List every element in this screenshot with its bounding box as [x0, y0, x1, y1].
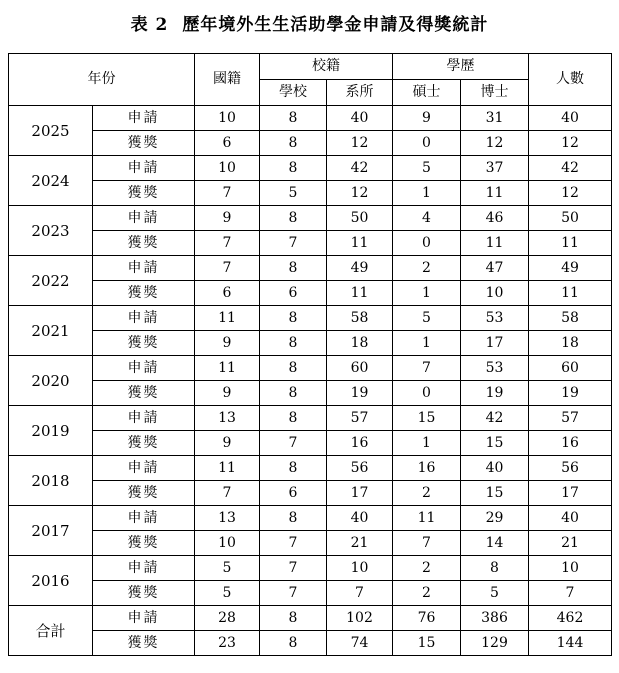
- type-apply-cell: 申請: [93, 206, 195, 231]
- department-cell: 74: [327, 631, 393, 656]
- type-award-cell: 獲獎: [93, 131, 195, 156]
- department-cell: 49: [327, 256, 393, 281]
- school-cell: 8: [260, 406, 327, 431]
- department-cell: 17: [327, 481, 393, 506]
- nationality-cell: 13: [195, 406, 260, 431]
- people-cell: 21: [529, 531, 612, 556]
- phd-cell: 19: [461, 381, 529, 406]
- table-row: [9, 506, 612, 531]
- master-cell: 2: [393, 581, 461, 606]
- header-phd: 博士: [461, 80, 529, 106]
- table-header: [9, 54, 612, 106]
- header-master: 碩士: [393, 80, 461, 106]
- table-row: [9, 631, 612, 656]
- school-cell: 8: [260, 606, 327, 631]
- master-cell: 4: [393, 206, 461, 231]
- type-award-cell: 獲獎: [93, 381, 195, 406]
- phd-cell: 53: [461, 356, 529, 381]
- table-row: [9, 281, 612, 306]
- school-cell: 8: [260, 506, 327, 531]
- nationality-cell: 7: [195, 231, 260, 256]
- nationality-cell: 11: [195, 456, 260, 481]
- school-cell: 8: [260, 106, 327, 131]
- phd-cell: 46: [461, 206, 529, 231]
- department-cell: 50: [327, 206, 393, 231]
- nationality-cell: 7: [195, 256, 260, 281]
- type-award-cell: 獲獎: [93, 581, 195, 606]
- phd-cell: 14: [461, 531, 529, 556]
- type-award-cell: 獲獎: [93, 531, 195, 556]
- department-cell: 21: [327, 531, 393, 556]
- master-cell: 7: [393, 531, 461, 556]
- type-apply-cell: 申請: [93, 556, 195, 581]
- department-cell: 7: [327, 581, 393, 606]
- table-row: [9, 606, 612, 631]
- nationality-cell: 11: [195, 306, 260, 331]
- school-cell: 8: [260, 156, 327, 181]
- people-cell: 50: [529, 206, 612, 231]
- department-cell: 40: [327, 506, 393, 531]
- year-cell: 2021: [9, 306, 93, 356]
- phd-cell: 15: [461, 431, 529, 456]
- header-year: 年份: [9, 54, 195, 106]
- phd-cell: 386: [461, 606, 529, 631]
- master-cell: 7: [393, 356, 461, 381]
- type-award-cell: 獲獎: [93, 481, 195, 506]
- school-cell: 6: [260, 281, 327, 306]
- people-cell: 19: [529, 381, 612, 406]
- phd-cell: 10: [461, 281, 529, 306]
- school-cell: 7: [260, 581, 327, 606]
- master-cell: 1: [393, 331, 461, 356]
- school-cell: 8: [260, 331, 327, 356]
- table-row: [9, 381, 612, 406]
- people-cell: 40: [529, 106, 612, 131]
- phd-cell: 12: [461, 131, 529, 156]
- header-school-group: 校籍: [260, 54, 393, 80]
- school-cell: 6: [260, 481, 327, 506]
- master-cell: 76: [393, 606, 461, 631]
- master-cell: 5: [393, 156, 461, 181]
- phd-cell: 47: [461, 256, 529, 281]
- nationality-cell: 9: [195, 206, 260, 231]
- master-cell: 0: [393, 381, 461, 406]
- table-row: [9, 306, 612, 331]
- caption-label: 表 2: [130, 15, 169, 35]
- type-apply-cell: 申請: [93, 356, 195, 381]
- type-apply-cell: 申請: [93, 106, 195, 131]
- type-award-cell: 獲獎: [93, 281, 195, 306]
- school-cell: 5: [260, 181, 327, 206]
- department-cell: 10: [327, 556, 393, 581]
- department-cell: 40: [327, 106, 393, 131]
- phd-cell: 42: [461, 406, 529, 431]
- nationality-cell: 6: [195, 131, 260, 156]
- nationality-cell: 9: [195, 381, 260, 406]
- master-cell: 11: [393, 506, 461, 531]
- department-cell: 102: [327, 606, 393, 631]
- people-cell: 462: [529, 606, 612, 631]
- people-cell: 40: [529, 506, 612, 531]
- master-cell: 16: [393, 456, 461, 481]
- table-row: [9, 356, 612, 381]
- master-cell: 1: [393, 431, 461, 456]
- phd-cell: 53: [461, 306, 529, 331]
- phd-cell: 40: [461, 456, 529, 481]
- department-cell: 60: [327, 356, 393, 381]
- nationality-cell: 13: [195, 506, 260, 531]
- table-row: [9, 156, 612, 181]
- year-cell: 合計: [9, 606, 93, 656]
- department-cell: 18: [327, 331, 393, 356]
- table-row: [9, 406, 612, 431]
- people-cell: 42: [529, 156, 612, 181]
- people-cell: 17: [529, 481, 612, 506]
- school-cell: 8: [260, 356, 327, 381]
- header-degree-group: 學歷: [393, 54, 529, 80]
- master-cell: 15: [393, 406, 461, 431]
- year-cell: 2024: [9, 156, 93, 206]
- nationality-cell: 23: [195, 631, 260, 656]
- type-award-cell: 獲獎: [93, 181, 195, 206]
- people-cell: 11: [529, 281, 612, 306]
- type-apply-cell: 申請: [93, 156, 195, 181]
- department-cell: 11: [327, 281, 393, 306]
- people-cell: 144: [529, 631, 612, 656]
- phd-cell: 37: [461, 156, 529, 181]
- table-row: [9, 456, 612, 481]
- school-cell: 8: [260, 631, 327, 656]
- year-cell: 2023: [9, 206, 93, 256]
- people-cell: 12: [529, 181, 612, 206]
- master-cell: 0: [393, 231, 461, 256]
- master-cell: 1: [393, 281, 461, 306]
- nationality-cell: 7: [195, 481, 260, 506]
- nationality-cell: 28: [195, 606, 260, 631]
- table-row: [9, 481, 612, 506]
- phd-cell: 5: [461, 581, 529, 606]
- type-award-cell: 獲獎: [93, 331, 195, 356]
- school-cell: 8: [260, 456, 327, 481]
- school-cell: 7: [260, 531, 327, 556]
- type-apply-cell: 申請: [93, 606, 195, 631]
- school-cell: 7: [260, 231, 327, 256]
- people-cell: 49: [529, 256, 612, 281]
- header-nationality: 國籍: [195, 54, 260, 106]
- department-cell: 11: [327, 231, 393, 256]
- department-cell: 19: [327, 381, 393, 406]
- phd-cell: 8: [461, 556, 529, 581]
- nationality-cell: 5: [195, 581, 260, 606]
- table-row: [9, 231, 612, 256]
- phd-cell: 129: [461, 631, 529, 656]
- master-cell: 0: [393, 131, 461, 156]
- master-cell: 9: [393, 106, 461, 131]
- table-row: [9, 106, 612, 131]
- type-apply-cell: 申請: [93, 256, 195, 281]
- master-cell: 15: [393, 631, 461, 656]
- nationality-cell: 10: [195, 106, 260, 131]
- header-department: 系所: [327, 80, 393, 106]
- school-cell: 7: [260, 556, 327, 581]
- type-award-cell: 獲獎: [93, 231, 195, 256]
- school-cell: 8: [260, 256, 327, 281]
- department-cell: 57: [327, 406, 393, 431]
- people-cell: 18: [529, 331, 612, 356]
- phd-cell: 11: [461, 231, 529, 256]
- table-row: [9, 431, 612, 456]
- people-cell: 16: [529, 431, 612, 456]
- department-cell: 16: [327, 431, 393, 456]
- school-cell: 7: [260, 431, 327, 456]
- table-row: [9, 181, 612, 206]
- table-row: [9, 131, 612, 156]
- phd-cell: 29: [461, 506, 529, 531]
- type-award-cell: 獲獎: [93, 631, 195, 656]
- people-cell: 12: [529, 131, 612, 156]
- nationality-cell: 7: [195, 181, 260, 206]
- header-people: 人數: [529, 54, 612, 106]
- master-cell: 2: [393, 556, 461, 581]
- type-apply-cell: 申請: [93, 406, 195, 431]
- table-row: [9, 581, 612, 606]
- department-cell: 12: [327, 181, 393, 206]
- school-cell: 8: [260, 306, 327, 331]
- master-cell: 5: [393, 306, 461, 331]
- year-cell: 2016: [9, 556, 93, 606]
- nationality-cell: 10: [195, 531, 260, 556]
- year-cell: 2022: [9, 256, 93, 306]
- school-cell: 8: [260, 131, 327, 156]
- table-row: [9, 556, 612, 581]
- school-cell: 8: [260, 381, 327, 406]
- department-cell: 56: [327, 456, 393, 481]
- department-cell: 12: [327, 131, 393, 156]
- master-cell: 1: [393, 181, 461, 206]
- caption-title: 歷年境外生生活助學金申請及得獎統計: [182, 15, 489, 35]
- table-row: [9, 206, 612, 231]
- people-cell: 58: [529, 306, 612, 331]
- nationality-cell: 9: [195, 331, 260, 356]
- table-body: [9, 106, 612, 656]
- department-cell: 42: [327, 156, 393, 181]
- master-cell: 2: [393, 256, 461, 281]
- year-cell: 2018: [9, 456, 93, 506]
- type-award-cell: 獲獎: [93, 431, 195, 456]
- department-cell: 58: [327, 306, 393, 331]
- year-cell: 2020: [9, 356, 93, 406]
- nationality-cell: 10: [195, 156, 260, 181]
- nationality-cell: 6: [195, 281, 260, 306]
- school-cell: 8: [260, 206, 327, 231]
- people-cell: 10: [529, 556, 612, 581]
- year-cell: 2025: [9, 106, 93, 156]
- phd-cell: 11: [461, 181, 529, 206]
- table-row: [9, 256, 612, 281]
- statistics-table: [8, 53, 612, 656]
- master-cell: 2: [393, 481, 461, 506]
- type-apply-cell: 申請: [93, 506, 195, 531]
- table-caption: [0, 10, 619, 35]
- phd-cell: 31: [461, 106, 529, 131]
- year-cell: 2019: [9, 406, 93, 456]
- phd-cell: 17: [461, 331, 529, 356]
- type-apply-cell: 申請: [93, 456, 195, 481]
- table-row: [9, 331, 612, 356]
- people-cell: 60: [529, 356, 612, 381]
- phd-cell: 15: [461, 481, 529, 506]
- type-apply-cell: 申請: [93, 306, 195, 331]
- people-cell: 57: [529, 406, 612, 431]
- people-cell: 56: [529, 456, 612, 481]
- nationality-cell: 11: [195, 356, 260, 381]
- year-cell: 2017: [9, 506, 93, 556]
- header-school: 學校: [260, 80, 327, 106]
- nationality-cell: 5: [195, 556, 260, 581]
- table-row: [9, 531, 612, 556]
- people-cell: 11: [529, 231, 612, 256]
- nationality-cell: 9: [195, 431, 260, 456]
- people-cell: 7: [529, 581, 612, 606]
